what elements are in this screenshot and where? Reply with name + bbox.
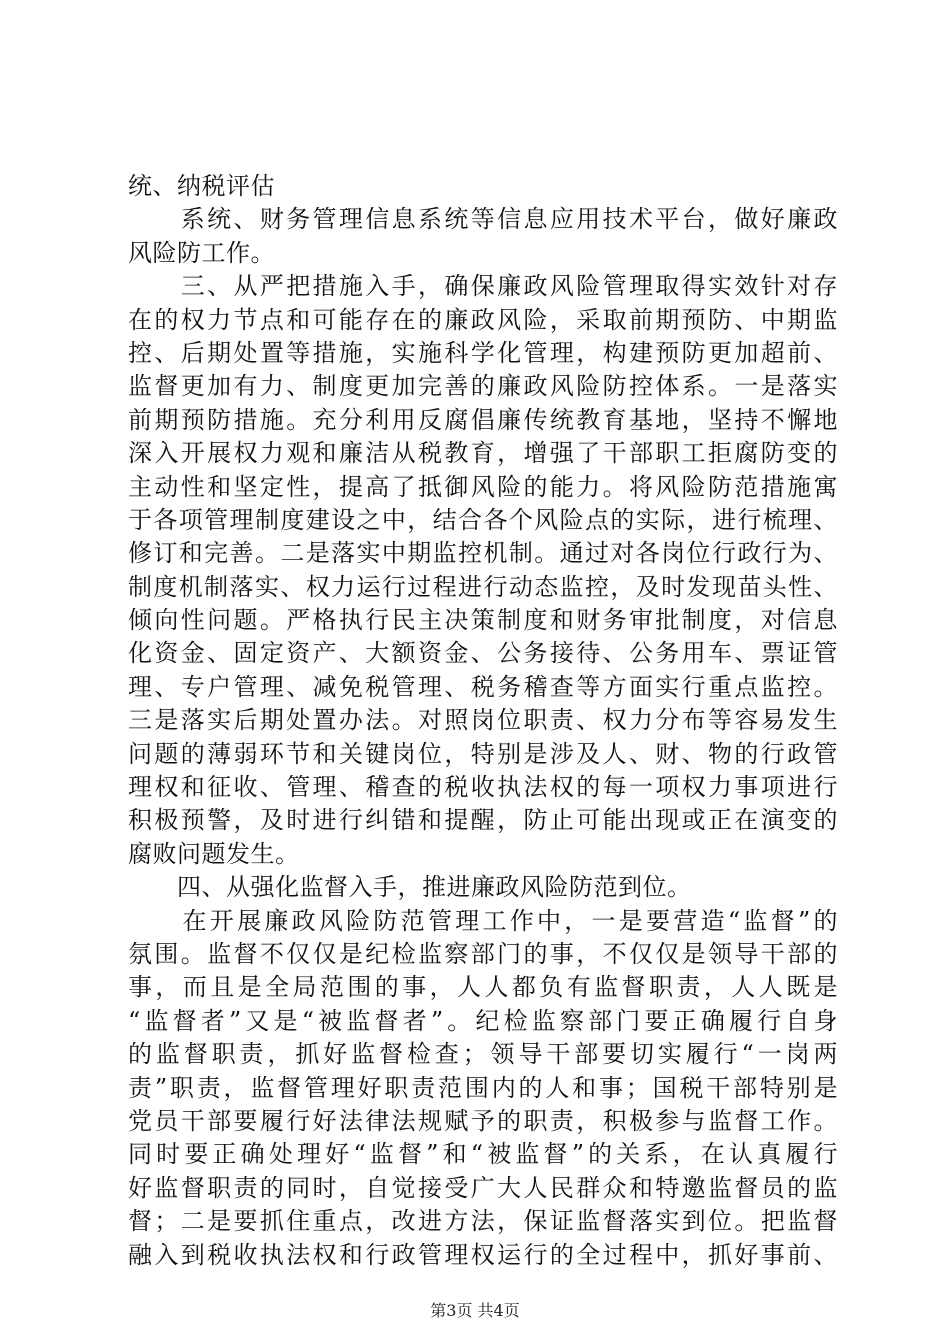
text-line: 主动性和坚定性，提高了抵御风险的能力。将风险防范措施寓 <box>128 472 838 501</box>
text-line: 理权和征收、管理、稽查的税收执法权的每一项权力事项进行 <box>128 773 838 802</box>
text-line: 制度机制落实、权力运行过程进行动态监控，及时发现苗头性、 <box>128 572 838 601</box>
text-line: 好监督职责的同时，自觉接受广大人民群众和特邀监督员的监 <box>128 1173 838 1202</box>
text-line: 于各项管理制度建设之中，结合各个风险点的实际，进行梳理、 <box>128 505 838 534</box>
text-line: “监督者”又是“被监督者”。纪检监察部门要正确履行自身 <box>128 1006 838 1035</box>
text-line: 腐败问题发生。 <box>128 839 300 868</box>
text-line: 深入开展权力观和廉洁从税教育，增强了干部职工拒腐防变的 <box>128 439 838 468</box>
text-line: 责”职责，监督管理好职责范围内的人和事；国税干部特别是 <box>128 1073 838 1102</box>
text-line: 理、专户管理、减免税管理、税务稽查等方面实行重点监控。 <box>128 672 838 701</box>
text-line: 在的权力节点和可能存在的廉政风险，采取前期预防、中期监 <box>128 305 838 334</box>
document-body <box>128 170 838 1272</box>
text-line: 问题的薄弱环节和关键岗位，特别是涉及人、财、物的行政管 <box>128 739 838 768</box>
text-line: 党员干部要履行好法律法规赋予的职责，积极参与监督工作。 <box>128 1106 838 1135</box>
text-line: 氛围。监督不仅仅是纪检监察部门的事，不仅仅是领导干部的 <box>128 939 838 968</box>
text-line: 融入到税收执法权和行政管理权运行的全过程中，抓好事前、 <box>128 1240 838 1269</box>
text-line: 控、后期处置等措施，实施科学化管理，构建预防更加超前、 <box>128 338 838 367</box>
text-line: 事，而且是全局范围的事，人人都负有监督职责，人人既是 <box>128 973 838 1002</box>
text-line: 倾向性问题。严格执行民主决策制度和财务审批制度，对信息 <box>128 606 838 635</box>
text-line: 前期预防措施。充分利用反腐倡廉传统教育基地，坚持不懈地 <box>128 405 838 434</box>
text-line: 三、从严把措施入手，确保廉政风险管理取得实效针对存 <box>128 272 838 301</box>
text-line: 在开展廉政风险防范管理工作中，一是要营造“监督”的 <box>128 906 838 935</box>
text-line: 同时要正确处理好“监督”和“被监督”的关系，在认真履行 <box>128 1140 838 1169</box>
text-line: 化资金、固定资产、大额资金、公务接待、公务用车、票证管 <box>128 639 838 668</box>
page-footer: 第3页 共4页 <box>430 1301 520 1320</box>
text-line: 积极预警，及时进行纠错和提醒，防止可能出现或正在演变的 <box>128 806 838 835</box>
text-line: 的监督职责，抓好监督检查；领导干部要切实履行“一岗两 <box>128 1040 838 1069</box>
text-line: 系统、财务管理信息系统等信息应用技术平台，做好廉政 <box>128 205 838 234</box>
text-line: 监督更加有力、制度更加完善的廉政风险防控体系。一是落实 <box>128 372 838 401</box>
text-line: 修订和完善。二是落实中期监控机制。通过对各岗位行政行为、 <box>128 539 838 568</box>
text-line: 四、从强化监督入手，推进廉政风险防范到位。 <box>128 873 692 902</box>
text-line: 风险防工作。 <box>128 238 275 267</box>
text-line: 督；二是要抓住重点，改进方法，保证监督落实到位。把监督 <box>128 1207 838 1236</box>
text-line: 统、纳税评估 <box>128 172 275 200</box>
text-line: 三是落实后期处置办法。对照岗位职责、权力分布等容易发生 <box>128 706 838 735</box>
